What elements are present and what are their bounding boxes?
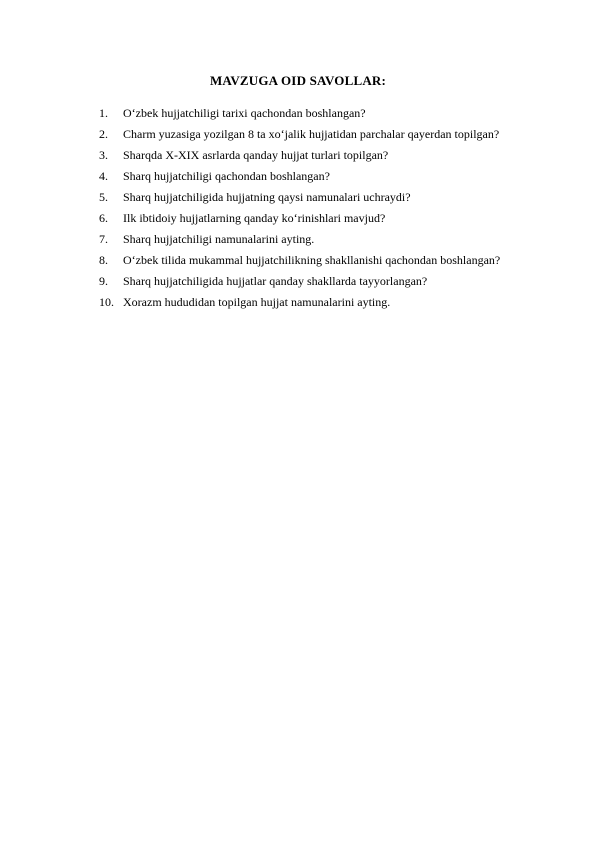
list-item-number: 7.	[99, 232, 108, 246]
list-item-text: Charm yuzasiga yozilgan 8 ta xo‘jalik hujjatidan parchalar qayerdan topilgan?	[123, 127, 500, 141]
list-item-number: 3.	[99, 148, 108, 162]
list-item-text: Sharq hujjatchiligi qachondan boshlangan?	[123, 169, 330, 183]
list-item	[99, 145, 517, 166]
list-item-text: O‘zbek tilida mukammal hujjatchilikning shakllanishi qachondan boshlangan?	[123, 253, 501, 267]
list-item	[99, 229, 517, 250]
list-item-number: 2.	[99, 127, 108, 141]
list-item	[99, 187, 517, 208]
list-item-text: Sharq hujjatchiligida hujjatning qaysi namunalari uchraydi?	[123, 190, 411, 204]
list-item-text: Sharq hujjatchiligida hujjatlar qanday shakllarda tayyorlangan?	[123, 274, 428, 288]
list-item-number: 10.	[99, 295, 114, 309]
list-item	[99, 250, 517, 271]
list-item	[99, 208, 517, 229]
list-item	[99, 292, 517, 313]
list-item-text: O‘zbek hujjatchiligi tarixi qachondan boshlangan?	[123, 106, 366, 120]
list-item-number: 6.	[99, 211, 108, 225]
list-item-number: 8.	[99, 253, 108, 267]
list-item-text: Sharq hujjatchiligi namunalarini ayting.	[123, 232, 315, 246]
list-item-text: Sharqda X-XIX asrlarda qanday hujjat turlari topilgan?	[123, 148, 389, 162]
list-item	[99, 166, 517, 187]
question-list	[99, 103, 517, 313]
list-item-number: 5.	[99, 190, 108, 204]
list-item-number: 4.	[99, 169, 108, 183]
list-item	[99, 124, 517, 145]
list-item-number: 9.	[99, 274, 108, 288]
list-item-text: Ilk ibtidoiy hujjatlarning qanday ko‘rinishlari mavjud?	[123, 211, 386, 225]
list-item	[99, 271, 517, 292]
list-item-text: Xorazm hududidan topilgan hujjat namunalarini ayting.	[123, 295, 391, 309]
page-title: MAVZUGA OID SAVOLLAR:	[209, 73, 387, 88]
list-item-number: 1.	[99, 106, 108, 120]
list-item	[99, 103, 517, 124]
